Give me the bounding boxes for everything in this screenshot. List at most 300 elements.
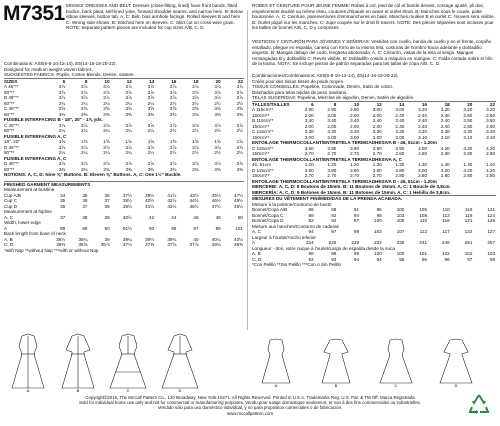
cell: 113 [442, 212, 450, 218]
cell: 1.20 [304, 162, 314, 167]
cell: 4.20 [463, 145, 473, 151]
cell: 3.40 [350, 118, 360, 123]
cell: 98 [331, 251, 337, 256]
table-row [252, 151, 496, 157]
recycle-icon [466, 392, 492, 418]
lower-edge-heading-es: Largeur à l'ourlet/Ancho inferior [252, 234, 316, 240]
cell: 103 [374, 229, 382, 234]
hip-table-es [252, 229, 496, 235]
cell: 2½ [236, 100, 243, 106]
cell: 3⅝ [169, 106, 177, 111]
row-label: Bonnet/Copa C [252, 212, 284, 218]
row-label: A, C [252, 229, 261, 234]
column-divider [247, 10, 248, 330]
cell: 3.90 [372, 167, 382, 173]
interfacing-heading-es: ENTOILAGE THERMOCOLLANT/ENTRETELA TERMOADHESIVA B - 46, 51cm - 1.20m [252, 140, 437, 145]
cell: 3.10 [463, 134, 473, 140]
interfacing-table [4, 123, 244, 134]
sizes-label: TALLES/TAILLES [252, 101, 290, 107]
cell: 94 [308, 229, 314, 234]
cell: 39½ [145, 236, 155, 242]
cell: 44 [171, 214, 177, 220]
cell: 121 [487, 207, 496, 212]
cell: 4.20 [440, 167, 450, 173]
cell: 116 [465, 207, 473, 212]
cell: 3.50 [463, 118, 473, 123]
cell: 3⅞ [236, 95, 243, 100]
cell: 3⅜ [125, 166, 132, 172]
cell: 3.30 [463, 129, 473, 134]
size-cell: 14 [148, 78, 155, 84]
cell: 3⅞ [103, 161, 110, 166]
cell: 2½ [169, 100, 177, 106]
cell: 3⅜ [169, 166, 177, 172]
lower-edge-heading: Width, lower edge [4, 220, 41, 225]
cell: 3⅞ [81, 84, 88, 89]
row-label: 150cm** [252, 173, 270, 178]
cell: 50 [237, 214, 243, 220]
cell: 246 [442, 240, 450, 245]
view-label-c: C [126, 388, 130, 392]
cell: 3.10 [440, 134, 450, 140]
cell: 2.80 [395, 151, 405, 156]
size-cell: 6 [311, 101, 314, 107]
row-label: Bonnet/Copa D [252, 218, 284, 223]
dress-b-back [322, 339, 350, 383]
cell: 97 [353, 218, 360, 223]
cell: 3⅜ [236, 111, 243, 117]
cell: 2¼ [125, 100, 132, 106]
cell: 108 [419, 212, 428, 218]
cell: 3⅞ [58, 122, 66, 128]
size-cell: 16 [421, 101, 428, 107]
cell: 105 [419, 207, 428, 212]
cell: 39 [104, 236, 110, 242]
cell: 44½ [189, 198, 199, 203]
hip-heading-es: Mesure aux hanches/Contorno de caderas [252, 223, 339, 229]
cell: 121 [464, 218, 473, 223]
cell: 3⅞ [192, 95, 199, 100]
row-label: A [4, 225, 8, 231]
cell: 88 [60, 225, 66, 231]
cell: 3⅞ [103, 84, 110, 89]
cell: 2¼ [81, 128, 88, 133]
cell: 3⅜ [147, 111, 155, 117]
cell: 100 [374, 251, 382, 256]
notions: NOTIONS: A, C, D: Nine ⅝" Buttons. B: Eleven ⅝" Buttons. A, C: One 1½" Buckle. [4, 172, 182, 177]
row-label: C 115cm** [252, 129, 274, 134]
cell: 3⅜ [58, 111, 66, 117]
bust-table [4, 193, 244, 210]
cell: 3.00 [350, 134, 360, 140]
cell: 1⅝ [81, 139, 88, 144]
cell: 4.20 [486, 167, 496, 173]
cell: 43½ [189, 192, 199, 198]
interfacing2-heading: FUSIBLE INTERFACING A, C [4, 133, 67, 139]
cell: 3.90 [304, 167, 314, 173]
cell: 3.30 [395, 129, 405, 134]
cell: 1⅝ [125, 139, 132, 144]
cell: 3⅞ [236, 84, 243, 89]
cell: 3⅞ [192, 144, 199, 150]
copyright-line: Copyright©2016, The McCall Pattern Co., 120 Broadway, New York 10271. All Rights Reserved. Printed in U.S.A. Trademarks Reg. U.S. Pat. & TM Off. Marca Registrada [85, 395, 415, 400]
finished-heading-es: MESURES DU VÊTEMENT FINI/MEDIDAS DE LA PRENDA ACABADA. [252, 195, 496, 202]
cell: 3⅞ [58, 95, 66, 100]
cell: 2.90 [304, 107, 314, 112]
interfacing-heading: FUSIBLE INTERFACING B - 18", 20" - 1⅝ yds. [4, 117, 103, 122]
cell: 3⅞ [81, 144, 88, 150]
dress-c-front [110, 334, 146, 388]
dress-c-back [380, 339, 412, 383]
row-label: C 45"** [4, 122, 19, 128]
cell: 2.90 [350, 107, 360, 112]
size-cell: 12 [126, 78, 132, 84]
cell: 2½ [236, 150, 243, 155]
dress-d-front [162, 334, 198, 388]
cell: 241 [419, 240, 428, 245]
cell: 3⅜ [192, 166, 199, 172]
cell: 3⅞ [81, 122, 88, 128]
cell: 36 [82, 198, 88, 203]
cell: 3⅞ [58, 89, 66, 95]
cell: 3.30 [350, 129, 360, 134]
cell: 49½ [234, 203, 243, 209]
cell: 94 [353, 256, 360, 262]
cell: 2.80 [440, 151, 450, 156]
combinations: Combinations: AS5(6-8-10-12-14), E5(14-16-18-20-22). [4, 61, 117, 66]
cell: 3⅞ [169, 95, 177, 100]
cell: 39½ [122, 203, 132, 209]
cell: 1⅝ [147, 139, 155, 144]
cell: 40¼ [211, 236, 221, 242]
row-label: C 45"** [4, 106, 19, 111]
cell: 100 [396, 207, 405, 212]
cell: 37 [104, 198, 110, 203]
spanish-chart [252, 73, 496, 268]
cell: 3⅞ [58, 161, 66, 166]
cell: 3.20 [440, 107, 450, 112]
cell: 3.40 [395, 118, 405, 123]
cell: 124 [487, 212, 496, 218]
designed-for-fr: Créés pour des tissus tissés de poids moyen. [252, 78, 345, 84]
cell: 3⅝ [236, 106, 243, 111]
cell: 3.30 [372, 129, 382, 134]
row-label: C 115cm** [252, 145, 274, 151]
cell: 95 [376, 207, 382, 212]
cell: 3⅞ [125, 89, 132, 95]
cell: 3⅞ [214, 144, 221, 150]
dress-a-back [262, 339, 290, 383]
cell: 3⅞ [58, 84, 66, 89]
cell: 3⅜ [81, 111, 88, 117]
cell: 3⅝ [214, 106, 221, 111]
cell: 2.70 [327, 173, 337, 178]
dress-b-front [62, 334, 94, 388]
cell: 3.00 [372, 134, 382, 140]
cell: 122 [464, 229, 473, 234]
back-label-a: A [274, 383, 278, 387]
cell: 2.80 [486, 151, 496, 156]
sizes-label: SIZES [4, 78, 18, 84]
cell: 37⅜ [145, 242, 155, 247]
cell: 2½ [214, 100, 221, 106]
cell: 3⅞ [81, 89, 88, 95]
cell: 3⅝ [125, 106, 132, 111]
cell: 37⅛ [122, 242, 132, 247]
cell: 2.80 [395, 173, 405, 178]
cell: 3.00 [304, 134, 314, 140]
cell: 3.30 [486, 129, 496, 134]
cell: 3⅞ [147, 84, 155, 89]
cell: 97 [467, 256, 473, 262]
cell: 94 [353, 212, 360, 218]
cell: 2.70 [304, 151, 314, 156]
usage-line: Sold for individual home use only and not for commercial or manufacturing purposes. Vendu pour usage domestique seulement, et non à des fins commerciales ou industrielles. [79, 400, 421, 406]
cell: 3⅞ [192, 122, 199, 128]
cell: 2.40 [440, 112, 450, 118]
cell: 2¼ [147, 150, 155, 155]
yardage-table [4, 84, 244, 117]
cell: 2.00 [372, 123, 382, 129]
cell: 3⅞ [147, 144, 155, 150]
cell: 89 [331, 207, 337, 212]
cell: 3.90 [350, 167, 360, 173]
row-label: 60"** [4, 89, 15, 95]
cell: 2.60 [486, 123, 496, 129]
cell: 3.50 [486, 118, 496, 123]
cell: 2.00 [327, 123, 337, 129]
cell: 3.40 [372, 118, 382, 123]
row-label: A 115cm** [252, 107, 274, 112]
cell: 3.40 [304, 118, 314, 123]
merceria-es: MERCERÍA: A, C, D: 9 Botones de 15mm. B: 11 Botones de 15mm. A, C: 1 Hebilla de 3,8cm. [252, 189, 451, 195]
table-row [4, 242, 244, 248]
cell: 2½ [169, 150, 177, 155]
description-es: VESTIDOS Y CINTURÓN PARA JÓVENES Y SEÑORAS: Vestidos con cuello, banda de cuello y en el frente, corpiño entallado, pliegue en espalda, canesú con forro de la misma tela, costuras de hombro hacia adelante y dobladillo angosto. B: Mangas debajo del codo, lengüeta abotonada. A, C: Cinturón, vistas de la sisa al sesgo. Mangas remangadas B y dobladillo C: Revés visible. B: Dobladillo cosido a máquina en mangas. C: Falda cortada sobre el hilo de la trama. NOTA: Se incluye piezas de patrón separadas para las tallas de copa A/B, C, D. [252, 39, 493, 67]
cell: 1.30 [418, 162, 428, 167]
cell: 3.30 [418, 129, 428, 134]
cell: 93 [331, 256, 337, 262]
row-label: 60"** [4, 111, 15, 117]
designed-for: Designed for medium weight woven fabrics. [4, 66, 93, 72]
cell: 107 [396, 229, 405, 234]
cell: 36⅜ [56, 242, 66, 247]
cell: 36 [104, 192, 110, 198]
cell: 35 [82, 192, 88, 198]
row-label: C, D [252, 256, 262, 262]
view-label-a: A [26, 388, 30, 392]
cell: 110 [419, 218, 428, 223]
bust-heading: Measurement at bustline [4, 187, 55, 192]
description-en: MISSES' DRESSES AND BELT: Dresses (close-fitting, lined) have front bands, fitted bodice, back pleat, self-lined yoke, forward shoulder seams, and narrow hem. B: Below elbow sleeves, button tab. A, C: Belt, bias armhole facings. Rolled sleeves B and hem C: Wrong side shows. B: Stitched hem on sleeves. C: Skirt cut on cross-wise grain. NOTE: Separate pattern pieces are included for cup sizes A/B, C, D. [66, 3, 243, 31]
cell: 3⅞ [236, 122, 243, 128]
cell: 3⅞ [236, 144, 243, 150]
cell: 101 [419, 251, 428, 256]
cell: 3.90 [327, 167, 337, 173]
finished-heading: FINISHED GARMENT MEASUREMENTS [4, 181, 244, 188]
fabrics-es: TELAS SUGERIDAS: Popelina, Mezclas de algodón, Denim, Satén de algodón. [252, 95, 415, 100]
cell: 92 [331, 212, 337, 218]
cell: 3⅜ [169, 111, 177, 117]
cell: 2½ [214, 128, 221, 133]
cell: 2½ [236, 128, 243, 133]
cell: 3⅜ [103, 111, 110, 117]
cell: 2.00 [350, 123, 360, 129]
cell: 2.70 [372, 151, 382, 156]
cell: 3⅞ [192, 161, 199, 166]
size-cell: 16 [171, 78, 177, 84]
cell: 37 [82, 203, 88, 209]
cell: 3⅜ [214, 111, 221, 117]
cell: 34 [60, 192, 66, 198]
interfacing3-heading: FUSIBLE INTERFACING A, C [4, 155, 67, 161]
cell: 48 [215, 214, 221, 220]
cell: 2¼ [103, 100, 110, 106]
size-cell: 10 [104, 78, 110, 84]
cell: 3.00 [395, 134, 405, 140]
cell: 102 [464, 251, 473, 256]
cell: 3⅞ [103, 95, 110, 100]
cell: 4.20 [440, 145, 450, 151]
size-cell: 8 [84, 78, 88, 84]
cell: 97 [331, 229, 337, 234]
cell: 1⅝ [192, 139, 199, 144]
cell: 229 [351, 240, 360, 245]
cell: 37⅝ [167, 242, 177, 247]
table-row [4, 150, 244, 156]
table-row [252, 218, 496, 224]
view-label-b: B [76, 388, 80, 392]
cell: 86 [308, 207, 314, 212]
cell: 3.30 [327, 129, 337, 134]
cell: 3⅞ [169, 144, 177, 150]
cell: 2¼ [81, 100, 88, 106]
cell: 226 [328, 240, 337, 245]
cell: 224 [306, 240, 314, 245]
interfacing2-table-es [252, 162, 496, 179]
cell: 3⅞ [125, 161, 132, 166]
cell: 38 [104, 203, 110, 209]
cell: 2¼ [58, 100, 66, 106]
nap-note-es: *Con Pelillo **Sin Pelillo ***Con o Sin Pelillo [252, 262, 342, 267]
size-cell: 8 [333, 101, 337, 107]
cell: 41½ [167, 192, 177, 198]
cell: 43½ [167, 203, 177, 209]
cell: 38 [82, 214, 88, 220]
cell: 3.10 [486, 134, 496, 140]
hip-heading: Measurement at hipline [4, 209, 52, 214]
table-row [252, 173, 496, 179]
cell: 2½ [192, 100, 199, 106]
description-fr: ROBES ET CEINTURE POUR JEUNE FEMME: Robes à col, pied de col et bande devant, corsage ajusté, pli dos, empiècement doublé ou même tissu, coutures d'épaule en avant et ourlet étroit. B: Manches sous le coude, patte boutonnée. A, C: Ceinture, parementures d'emmanchures en biais. Manches roulées B et ourlet C: l'envers sera visible. B: Ourlet piqué sur les manches. C: Jupe coupée sur le droit fil travers. NOTE: Des pièces séparées sont incluses pour les tailles de bonnet A/B, C, D y comprises. [252, 3, 495, 31]
cell: 99 [215, 225, 221, 231]
cell: 99 [353, 229, 360, 234]
website: www.mccallpattern.com [226, 410, 274, 416]
pattern-code: M7351 [3, 2, 65, 25]
row-label: Bonnet/Copa A/B [252, 207, 288, 212]
interfacing3-table [4, 161, 244, 172]
english-chart [4, 61, 244, 253]
size-cell: 22 [237, 78, 243, 84]
cell: 1⅝ [103, 139, 110, 144]
cell: 3⅞ [214, 89, 221, 95]
cell: 2.40 [418, 123, 428, 129]
row-label: 60"** [4, 128, 15, 133]
cell: 103 [396, 212, 405, 218]
row-label: Cup D [4, 203, 18, 209]
cell: 3⅞ [125, 144, 132, 150]
cell: 2.80 [463, 173, 473, 178]
cell: 41½ [145, 203, 155, 209]
cell: 3⅜ [214, 166, 221, 172]
size-cell: 12 [376, 101, 382, 107]
size-cell: 18 [193, 78, 199, 84]
cell: 3.90 [350, 145, 360, 151]
cell: 46½ [211, 198, 221, 203]
cell: 2.80 [486, 173, 496, 178]
cell: 98 [376, 212, 382, 218]
cell: 3⅝ [147, 106, 155, 111]
cell: 2.00 [304, 123, 314, 129]
cell: 95 [399, 256, 405, 262]
size-cell: 22 [489, 101, 496, 107]
cell: 3⅞ [147, 122, 155, 128]
cell: 3.20 [486, 107, 496, 112]
cell: 2.00 [304, 112, 314, 118]
cell: 3⅞ [236, 161, 243, 166]
cell: 232 [374, 240, 382, 245]
cell: 3⅜ [103, 166, 110, 172]
cell: 38½ [56, 236, 66, 242]
cell: 2.60 [463, 123, 473, 129]
cell: 42 [148, 214, 155, 220]
row-label: A 45"** [4, 84, 19, 89]
cell: 3.90 [327, 145, 337, 151]
row-label: B 115cm** [252, 118, 274, 123]
cell: 36⅞ [100, 242, 110, 247]
cell: 3⅞ [214, 95, 221, 100]
cell: 102 [442, 251, 450, 256]
cell: 2.70 [350, 151, 360, 156]
back-label-b: B [334, 383, 338, 387]
cell: 3.40 [327, 118, 337, 123]
cell: 40½ [122, 214, 132, 220]
back-length-table-es [252, 251, 496, 262]
cell: 126 [487, 218, 496, 223]
cell: 37⅞ [189, 242, 199, 247]
cell: 98 [308, 251, 314, 256]
cell: 2.40 [395, 123, 405, 129]
cell: 3⅞ [103, 89, 110, 95]
cell: 3.30 [304, 129, 314, 134]
cell: 4.20 [463, 167, 473, 173]
cell: 112 [419, 229, 428, 234]
table-row [4, 128, 244, 134]
cell: 39¾ [167, 236, 177, 242]
cell: 3⅜ [58, 166, 66, 172]
cell: 100 [396, 251, 405, 256]
row-label: 60"** [4, 166, 15, 172]
cell: 3⅞ [214, 84, 221, 89]
cell: 47½ [211, 203, 221, 209]
interfacing2-heading-es: ENTOILAGE THERMOCOLLANT/ENTRETELA TERMOADHESIVA A, C [252, 156, 402, 162]
cell: 1⅝ [236, 139, 243, 144]
footer [0, 395, 500, 416]
size-cell: 20 [467, 101, 473, 107]
cell: 2.60 [463, 112, 473, 118]
dress-a-front [12, 334, 44, 388]
cell: 4.00 [418, 145, 428, 151]
